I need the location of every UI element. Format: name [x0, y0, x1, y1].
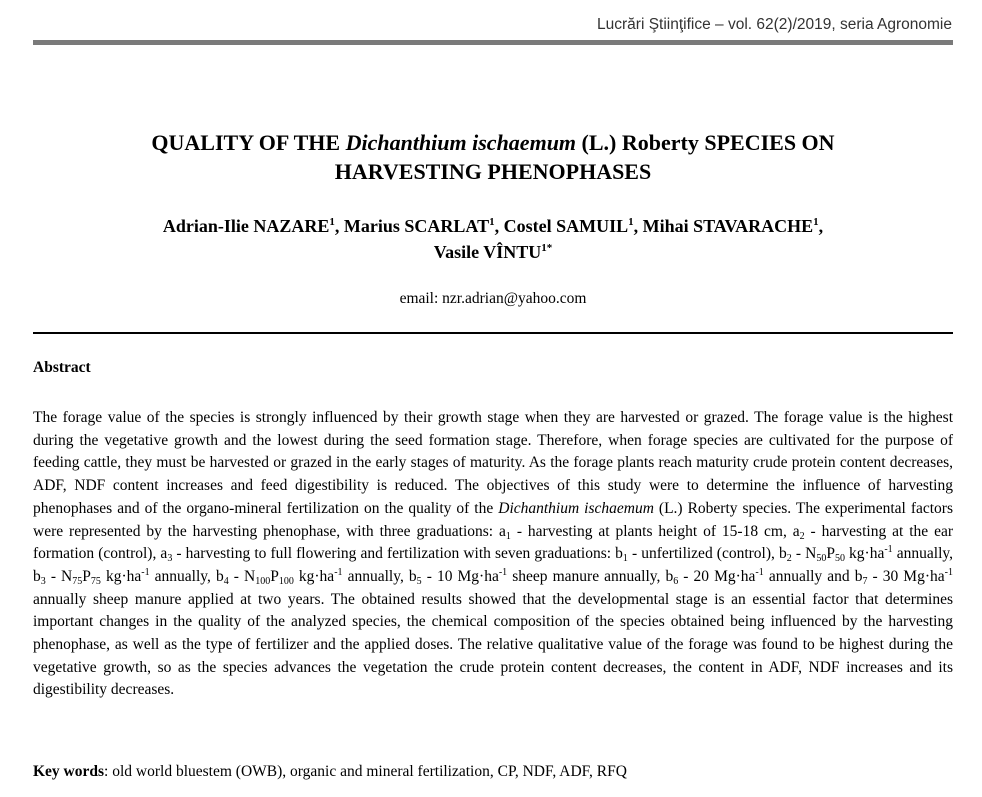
abstract-text: kg·ha [293, 567, 335, 585]
subscript: 3 [40, 575, 46, 587]
subscript: 2 [799, 530, 805, 542]
superscript: -1 [944, 566, 953, 578]
abstract-text: kg·ha [844, 545, 885, 563]
abstract-text: P [82, 567, 91, 585]
title-part2: (L.) Roberty SPECIES ON [576, 130, 835, 155]
abstract-text: annually sheep manure applied at two years. The obtained results showed that the developmental stage is an essential factor that determines important changes in the quality of the analyzed species, the chemical composition of the species obtained being influenced by the harvesting phenophase, as well as the type of fertilizer and the applied doses. The relative qualitative value of the forage was found to be highest during the vegetative growth, so as the species advances the vegetation the crude protein content decreases, the content in ADF, NDF increases and its digestibility decreases. [33, 590, 953, 699]
subscript: 100 [278, 575, 294, 587]
abstract-text: - N [45, 567, 73, 585]
abstract-text: annually, b [149, 567, 224, 585]
subscript: 1 [622, 553, 628, 565]
abstract-heading: Abstract [33, 359, 91, 376]
keywords-text: : old world bluestem (OWB), organic and mineral fertilization, CP, NDF, ADF, RFQ [104, 763, 627, 780]
abstract-text: - N [228, 567, 256, 585]
superscript: -1 [884, 544, 893, 556]
author-affiliation: 1 [329, 216, 335, 228]
author-affiliation: 1 [813, 216, 819, 228]
author-list: Adrian-Ilie NAZARE$^1$, Marius SCARLAT$^1$, Costel SAMUIL$^1$, Mihai STAVARACHE$^1$, Vasile $VÎNTU^{1*}$ [162, 216, 824, 262]
subscript: 75 [72, 575, 83, 587]
abstract-text: annually, b [33, 545, 954, 585]
author-affiliation: 1* [541, 242, 553, 254]
author-name: Costel SAMUIL [503, 216, 629, 236]
subscript: 50 [834, 553, 845, 565]
subscript: 7 [862, 575, 868, 587]
superscript: -1 [141, 566, 150, 578]
running-header: Lucrări Ştiinţifice – vol. 62(2)/2019, seria Agronomie [597, 16, 952, 33]
superscript: -1 [334, 566, 343, 578]
abstract-species: Dichanthium ischaemum [498, 499, 654, 517]
abstract-text: sheep manure annually, b [507, 567, 674, 585]
subscript: 6 [673, 575, 679, 587]
abstract-text: P [270, 567, 279, 585]
abstract-text: - 30 Mg·ha [867, 567, 945, 585]
author-affiliation: 1 [628, 216, 634, 228]
keywords-label: Key words [33, 763, 105, 780]
subscript: 5 [416, 575, 422, 587]
subscript: 2 [786, 553, 792, 565]
subscript: 100 [255, 575, 271, 587]
abstract-text: kg·ha [100, 567, 142, 585]
abstract-text: P [826, 545, 835, 563]
author-name: Marius SCARLAT [343, 216, 490, 236]
abstract-text: The forage value of the species is strongly influenced by their growth stage when they are harvested or grazed. The forage value is the highest during the vegetative growth and the lowest during the seed formation stage. Therefore, when forage species are cultivated for the purpose of feeding cattle, they must be harvested or grazed in the early stages of maturity. As the forage plants reach maturity crude protein content decreases, ADF, NDF content increases and feed digestibility is reduced. The objectives of this study were to determine the influence of harvesting phenophases and of the organo-mineral fertilization on the quality of the [33, 409, 953, 517]
abstract-text: - N [791, 545, 817, 563]
corresponding-email: email: nzr.adrian@yahoo.com [399, 290, 587, 307]
superscript: -1 [498, 566, 508, 578]
keywords [33, 763, 953, 781]
title-part1: QUALITY OF THE [151, 130, 346, 155]
abstract-text: (L.) Roberty species. The experimental factors were represented by the harvesting phenophase, with three graduations: a [33, 499, 954, 540]
abstract-text: - 10 Mg·ha [421, 567, 499, 585]
section-rule [33, 332, 953, 334]
abstract-text: - 20 Mg·ha [678, 567, 756, 585]
paper-title [33, 128, 953, 186]
author-name: Mihai STAVARACHE [642, 216, 814, 236]
title-line2: HARVESTING PHENOPHASES [334, 159, 652, 184]
subscript: 4 [223, 575, 229, 587]
abstract-text: - harvesting at plants height of 15-18 cm, a [510, 522, 800, 540]
author-name: Adrian-Ilie NAZARE [162, 216, 330, 236]
title-species: Dichanthium ischaemum [345, 130, 577, 155]
subscript: 50 [816, 553, 827, 565]
abstract-text: - unfertilized (control), b [627, 545, 787, 563]
abstract-text: annually, b [342, 567, 417, 585]
superscript: -1 [755, 566, 764, 578]
abstract-text: - harvesting to full flowering and fertilization with seven graduations: b [172, 545, 623, 563]
header-rule [33, 40, 953, 45]
subscript: 1 [505, 530, 511, 542]
subscript: 3 [167, 553, 173, 565]
author-name: Vasile VÎNTU [433, 242, 542, 262]
abstract-text: - harvesting at the ear formation (control), a [33, 522, 953, 563]
author-affiliation: 1 [489, 216, 495, 228]
subscript: 75 [90, 575, 101, 587]
abstract-body [33, 407, 953, 702]
abstract-text: annually and b [763, 567, 863, 585]
